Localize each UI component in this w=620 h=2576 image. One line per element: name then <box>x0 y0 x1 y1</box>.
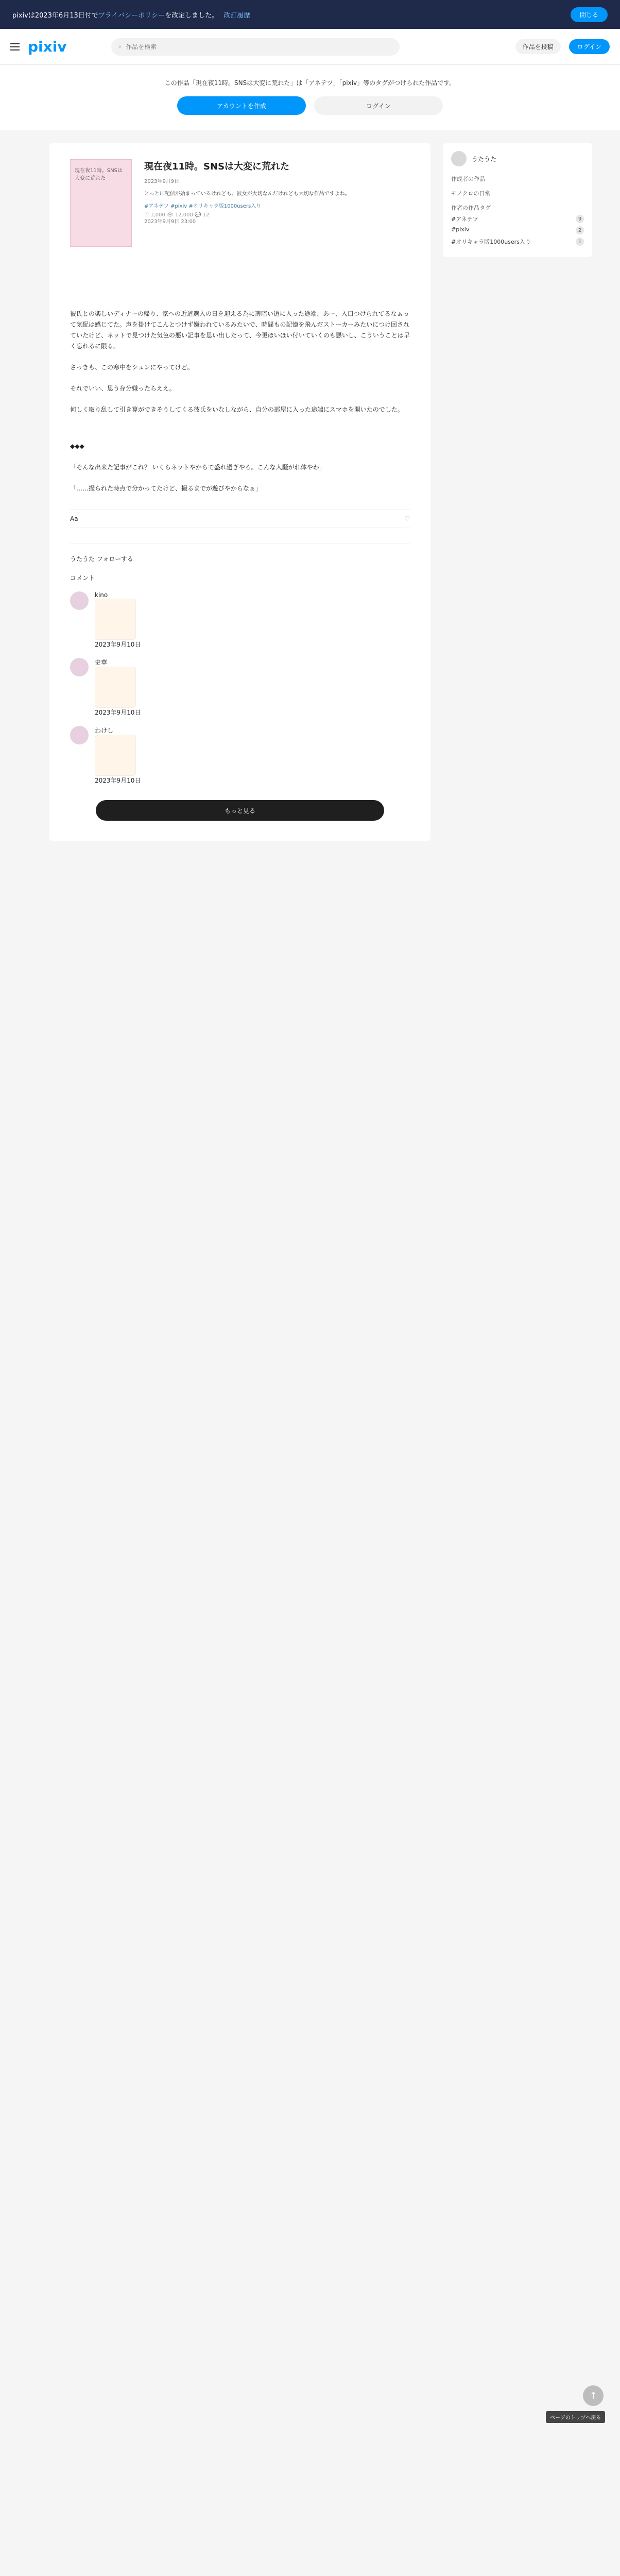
novel-article <box>49 143 430 841</box>
comments-heading: コメント <box>70 574 95 582</box>
pixiv-logo[interactable]: pixiv <box>28 38 67 55</box>
author-card <box>70 544 410 563</box>
like-icon[interactable]: ♡ <box>404 515 410 522</box>
sidebar-avatar <box>451 151 467 166</box>
reading-actions <box>70 510 410 528</box>
paragraph: それでいい、思う存分嫌ったらええ。 <box>70 385 176 392</box>
comment-sticker <box>95 735 136 776</box>
main-layout <box>0 130 620 841</box>
sidebar-user[interactable] <box>451 151 584 166</box>
privacy-policy-link[interactable]: プライバシーポリシー <box>98 11 165 20</box>
comment-sticker <box>95 667 136 708</box>
comment-item <box>70 591 410 649</box>
comment-avatar[interactable] <box>70 726 89 744</box>
header-login-button[interactable]: ログイン <box>569 39 610 54</box>
author-name[interactable]: うたうた <box>70 555 95 563</box>
work-tags[interactable]: #アネテツ #pixiv #オリキャラ版1000users入り <box>144 204 262 209</box>
post-work-button[interactable]: 作品を投稿 <box>515 39 561 54</box>
comment-avatar[interactable] <box>70 591 89 610</box>
sidebar-tag[interactable]: #アネテツ 9 <box>451 215 584 223</box>
scroll-top-tooltip: ページのトップへ戻る <box>546 2411 605 2423</box>
comments-section <box>70 573 410 821</box>
menu-icon[interactable] <box>10 43 20 50</box>
comment-date: 2023年9月10日 <box>95 777 141 784</box>
sidebar-section: 作成者の作品 <box>451 176 485 182</box>
revision-history-link[interactable]: 改訂履歴 <box>223 11 251 20</box>
sidebar-username: うたうた <box>472 155 497 163</box>
sidebar <box>443 143 592 841</box>
section-separator: ◆◆◆ <box>70 443 84 450</box>
search-input[interactable] <box>126 43 392 50</box>
work-cover <box>70 159 132 247</box>
top-header <box>0 29 620 65</box>
privacy-banner <box>0 0 620 29</box>
paragraph: 何しく取り乱して引き算ができそうしてくる彼氏をいなしながら、自分の部屋に入った途端にスマホを開いたのでした。 <box>70 406 404 413</box>
comment-user[interactable]: kino <box>95 591 108 599</box>
comment-sticker <box>95 599 136 640</box>
comment-item <box>70 658 410 717</box>
follow-button[interactable]: フォローする <box>96 555 133 563</box>
work-title: 現在夜11時。SNSは大変に荒れた <box>144 161 290 172</box>
comment-user[interactable]: わけし <box>95 727 114 734</box>
comment-user[interactable]: 史華 <box>95 659 108 666</box>
sidebar-tag[interactable]: #pixiv 2 <box>451 226 584 234</box>
sidebar-card <box>443 143 592 257</box>
paragraph: さっきも、この寒中をシュンにやってけど。 <box>70 364 194 371</box>
signup-login-button[interactable]: ログイン <box>314 96 443 115</box>
comment-date: 2023年9月10日 <box>95 641 141 648</box>
work-header <box>70 159 410 247</box>
paragraph: 彼氏との楽しいディナーの帰り、家への近道選入の日を迎える為に薄暗い道に入った途端、あー、入口つけられてるなぁって気配は感じてた。声を掛けてこんとつけず嫌われているみたいで、時間もの記憶を飛んだストーカーみたいにつけ回されていたけど、ネットで見つけた気色の悪い記事を思い出したって、今更ほいほい付いていくのも悪いし、こういうことは早く忘れるに限る。 <box>70 310 410 350</box>
comment-item <box>70 726 410 785</box>
paragraph: 「そんな出来た記事がこれ？ いくらネットやからて盛れ過ぎやろ。こんな人騒がれ体やわ」 <box>70 464 325 471</box>
work-caption: とっとに配信が始まっているけれども、彼女が大切なんだけれども大切な作品ですよね。 <box>144 191 350 197</box>
more-comments-button[interactable]: もっと見る <box>96 800 384 821</box>
search-bar[interactable] <box>111 38 400 56</box>
scroll-top-button[interactable]: ↑ <box>583 2385 604 2406</box>
comment-avatar[interactable] <box>70 658 89 676</box>
search-icon: ⌕ <box>118 43 122 50</box>
sidebar-section[interactable]: モノクロの日常 <box>451 190 491 197</box>
signup-prompt <box>0 65 620 130</box>
sidebar-section: 作者の作品タグ <box>451 205 491 211</box>
novel-text <box>70 309 410 494</box>
comment-date: 2023年9月10日 <box>95 709 141 716</box>
cover-title: 現在夜11時。SNSは大変に荒れた <box>75 168 123 181</box>
work-date: 2023年9月9日 <box>144 179 180 184</box>
paragraph: 「……撮られた時点で分かってたけど、撮るまでが遊びやからなぁ」 <box>70 485 262 492</box>
posted-at: 2023年9月9日 23:00 <box>144 219 196 225</box>
work-stats: ♡ 1,000 👁 12,000 💬 12 <box>144 212 210 218</box>
font-size-control[interactable]: Aa <box>70 515 78 522</box>
banner-text-start: pixivは2023年6月13日付で <box>12 11 98 20</box>
sidebar-tag[interactable]: #オリキャラ版1000users入り 1 <box>451 238 584 246</box>
banner-close-button[interactable]: 閉じる <box>571 7 608 22</box>
signup-message: この作品「現在夜11時。SNSは大変に荒れた」は「アネテツ」「pixiv」等のタグがつけられた作品です。 <box>164 79 456 87</box>
banner-text-end: を改定しました。 <box>165 11 219 20</box>
create-account-button[interactable]: アカウントを作成 <box>177 96 306 115</box>
work-meta <box>144 159 350 247</box>
